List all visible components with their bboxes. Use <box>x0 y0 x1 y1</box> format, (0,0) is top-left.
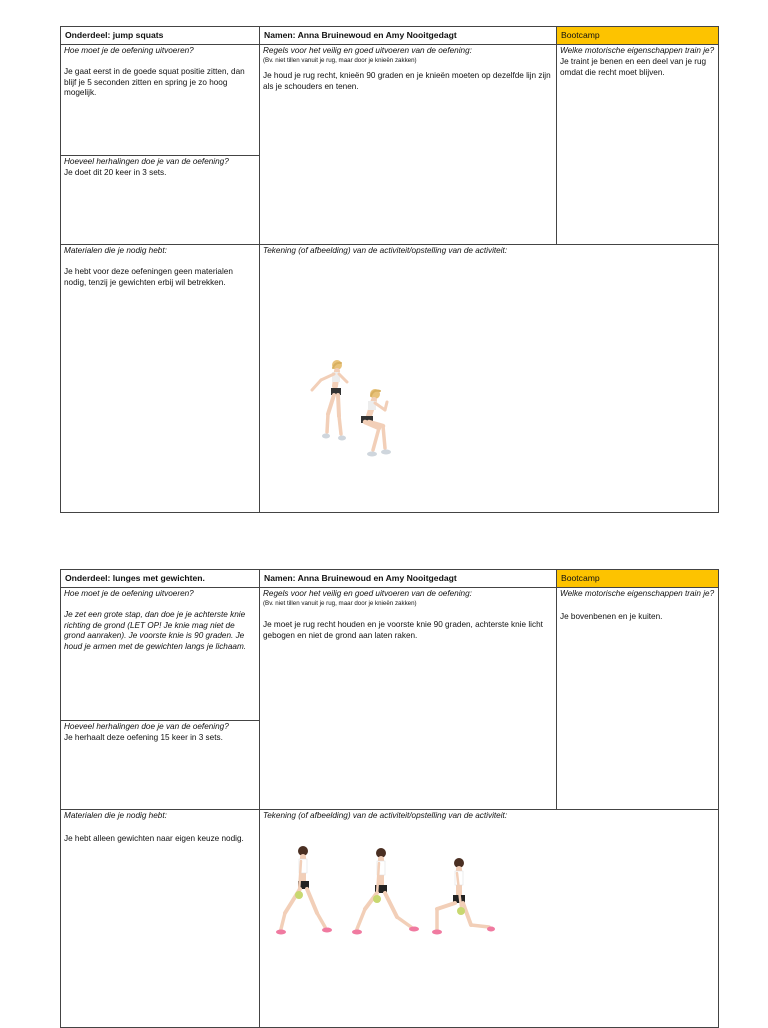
regels-text: Je houd je rug recht, knieën 90 graden en je knieën moeten op dezelfde lijn zijn als je schouders en tenen. <box>263 71 551 91</box>
mat-label: Materialen die je nodig hebt: <box>64 811 167 820</box>
herh-cell <box>61 156 260 245</box>
mat-text: Je hebt voor deze oefeningen geen materialen nodig, tenzij je gewichten erbij wil betrekken. <box>64 266 233 287</box>
exercise-card-jump-squats <box>60 26 718 513</box>
mat-cell <box>61 245 260 513</box>
regels-text: Je moet je rug recht houden en je voorste knie 90 graden, achterste knie licht gebogen en niet de grond aan laten raken. <box>263 620 543 640</box>
regels-label: Regels voor het veilig en goed uitvoeren van de oefening: <box>263 589 472 598</box>
motor-label: Welke motorische eigenschappen train je? <box>560 46 715 55</box>
mat-text: Je hebt alleen gewichten naar eigen keuze nodig. <box>64 833 244 843</box>
regels-sub: (Bv. niet tillen vanuit je rug, maar door je knieën zakken) <box>263 599 417 607</box>
onderdeel-header: Onderdeel: jump squats <box>61 27 260 45</box>
regels-cell <box>260 45 557 245</box>
tekening-cell <box>260 810 719 1028</box>
onderdeel-header: Onderdeel: lunges met gewichten. <box>61 570 260 588</box>
exercise-card-lunges <box>60 569 718 1028</box>
motor-cell <box>557 588 719 810</box>
herh-text: Je herhaalt deze oefening 15 keer in 3 sets. <box>64 732 223 742</box>
herh-cell <box>61 721 260 810</box>
regels-cell <box>260 588 557 810</box>
herh-label: Hoeveel herhalingen doe je van de oefening? <box>64 722 229 731</box>
tekening-label: Tekening (of afbeelding) van de activiteit/opstelling van de activiteit: <box>263 811 508 820</box>
herh-label: Hoeveel herhalingen doe je van de oefening? <box>64 157 229 166</box>
hoe-label: Hoe moet je de oefening uitvoeren? <box>64 589 194 598</box>
hoe-cell <box>61 45 260 156</box>
lunge-illustration <box>271 843 496 943</box>
tekening-cell <box>260 245 719 513</box>
motor-label: Welke motorische eigenschappen train je? <box>560 589 715 598</box>
motor-text: Je bovenbenen en je kuiten. <box>560 611 663 621</box>
hoe-label: Hoe moet je de oefening uitvoeren? <box>64 46 194 55</box>
namen-header: Namen: Anna Bruinewoud en Amy Nooitgedagt <box>260 27 557 45</box>
bootcamp-badge: Bootcamp <box>557 570 719 588</box>
hoe-text: Je zet een grote stap, dan doe je je achterste knie richting de grond (LET OP! Je knie mag niet de grond aanraken). Je voorste knie is 90 graden. Je houd je armen met de gewichten langs je lichaam. <box>64 609 247 652</box>
namen-header: Namen: Anna Bruinewoud en Amy Nooitgedagt <box>260 570 557 588</box>
motor-text: Je traint je benen en een deel van je rug omdat die recht moet blijven. <box>560 56 707 77</box>
jump-squat-illustration <box>307 358 397 462</box>
regels-sub: (Bv. niet tillen vanuit je rug, maar door je knieën zakken) <box>263 56 417 64</box>
hoe-text: Je gaat eerst in de goede squat positie zitten, dan blijf je 5 seconden zitten en spring je zo hoog mogelijk. <box>64 66 245 98</box>
bootcamp-badge: Bootcamp <box>557 27 719 45</box>
mat-cell <box>61 810 260 1028</box>
regels-label: Regels voor het veilig en goed uitvoeren van de oefening: <box>263 46 472 55</box>
motor-cell <box>557 45 719 245</box>
hoe-cell <box>61 588 260 721</box>
mat-label: Materialen die je nodig hebt: <box>64 246 167 255</box>
tekening-label: Tekening (of afbeelding) van de activiteit/opstelling van de activiteit: <box>263 246 508 255</box>
herh-text: Je doet dit 20 keer in 3 sets. <box>64 167 167 177</box>
